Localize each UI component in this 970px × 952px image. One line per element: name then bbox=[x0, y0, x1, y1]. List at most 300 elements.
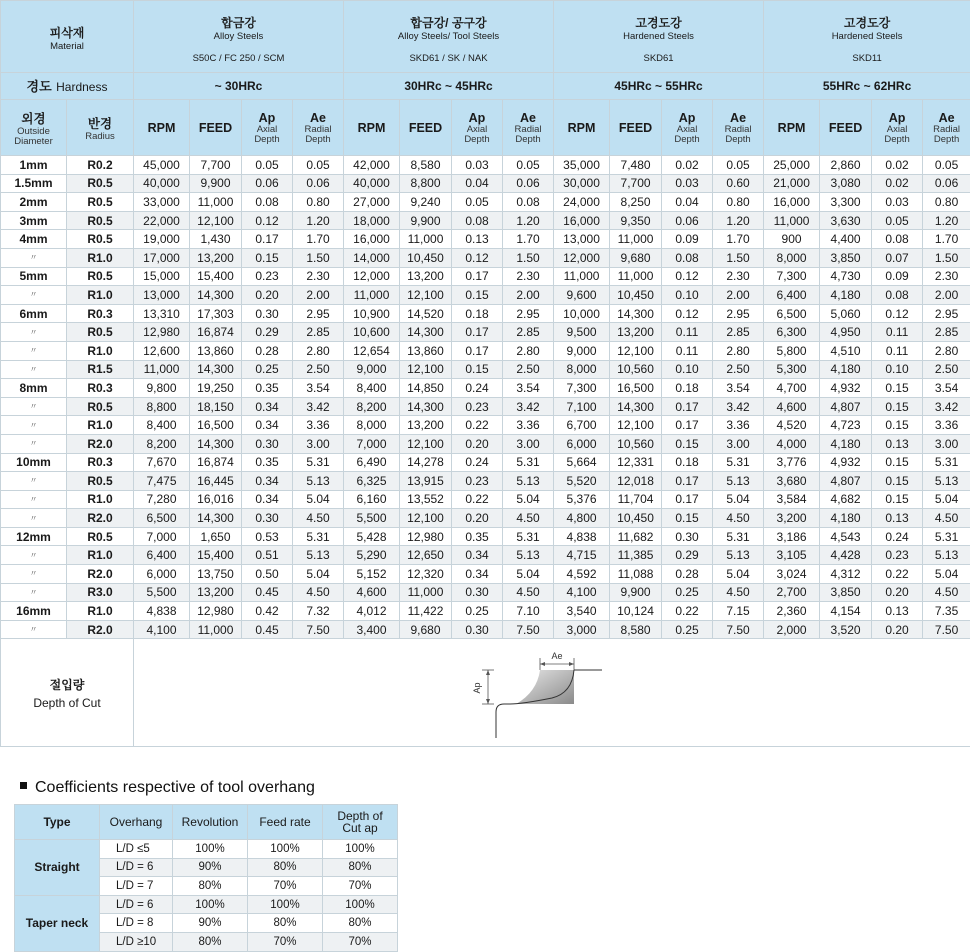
ap-cell: 0.24 bbox=[872, 527, 923, 546]
ae-cell: 0.05 bbox=[923, 156, 970, 175]
feed-cell: 4,400 bbox=[820, 230, 872, 249]
ae-cell: 0.06 bbox=[293, 174, 344, 193]
feed-cell: 9,240 bbox=[400, 193, 452, 212]
ap-cell: 0.50 bbox=[242, 565, 293, 584]
radius-cell: R0.5 bbox=[67, 193, 134, 212]
feed-cell: 4,932 bbox=[820, 379, 872, 398]
feed-cell: 8,580 bbox=[400, 156, 452, 175]
ae-cell: 5.04 bbox=[503, 490, 554, 509]
table-row bbox=[1, 490, 970, 509]
ae-cell: 3.54 bbox=[293, 379, 344, 398]
rpm-cell: 4,715 bbox=[554, 546, 610, 565]
feed-cell: 14,300 bbox=[400, 323, 452, 342]
ap-header bbox=[242, 100, 293, 156]
ap-cell: 0.20 bbox=[872, 620, 923, 639]
ae-header-sub: Depth bbox=[933, 133, 960, 145]
feed-cell: 11,000 bbox=[400, 583, 452, 602]
feed-cell: 2,860 bbox=[820, 156, 872, 175]
ap-cell: 0.08 bbox=[242, 193, 293, 212]
ae-cell: 2.80 bbox=[293, 341, 344, 360]
feed-cell: 4,682 bbox=[820, 490, 872, 509]
feed-cell: 9,900 bbox=[190, 174, 242, 193]
rpm-cell: 5,500 bbox=[344, 509, 400, 528]
rpm-cell: 7,300 bbox=[764, 267, 820, 286]
ae-cell: 5.31 bbox=[923, 453, 970, 472]
radius-cell: R1.0 bbox=[67, 490, 134, 509]
material-name-en: Alloy Steels/ Tool Steels bbox=[397, 30, 500, 42]
ap-cell: 0.15 bbox=[872, 397, 923, 416]
radius-header-ko: 반경 bbox=[87, 116, 113, 131]
radius-cell: R2.0 bbox=[67, 509, 134, 528]
coefficient-cell: 80% bbox=[248, 858, 323, 877]
feed-header bbox=[190, 100, 242, 156]
feed-cell: 3,080 bbox=[820, 174, 872, 193]
hardness-label-ko: 경도 bbox=[26, 79, 52, 94]
ap-cell: 0.10 bbox=[662, 360, 713, 379]
ae-cell: 1.70 bbox=[713, 230, 764, 249]
radius-cell: R0.5 bbox=[67, 397, 134, 416]
feed-cell: 8,580 bbox=[610, 620, 662, 639]
ap-cell: 0.22 bbox=[662, 602, 713, 621]
rpm-cell: 6,000 bbox=[134, 565, 190, 584]
rpm-cell: 10,600 bbox=[344, 323, 400, 342]
ap-cell: 0.10 bbox=[872, 360, 923, 379]
feed-cell: 4,723 bbox=[820, 416, 872, 435]
rpm-cell: 19,000 bbox=[134, 230, 190, 249]
ae-cell: 1.20 bbox=[293, 211, 344, 230]
feed-cell: 12,980 bbox=[190, 602, 242, 621]
radius-cell: R0.3 bbox=[67, 379, 134, 398]
column-header-row bbox=[1, 100, 970, 156]
material-name-ko: 합금강/ 공구강 bbox=[410, 15, 487, 30]
rpm-cell: 42,000 bbox=[344, 156, 400, 175]
rpm-cell: 4,100 bbox=[134, 620, 190, 639]
feed-cell: 11,704 bbox=[610, 490, 662, 509]
rpm-cell: 3,105 bbox=[764, 546, 820, 565]
ap-cell: 0.29 bbox=[242, 323, 293, 342]
diameter-cell: 〃 bbox=[1, 490, 67, 509]
table-row bbox=[1, 230, 970, 249]
ae-cell: 5.04 bbox=[293, 490, 344, 509]
hardness-range: ~ 30HRc bbox=[134, 73, 344, 100]
ap-cell: 0.02 bbox=[872, 174, 923, 193]
ae-header-sub: Radial bbox=[933, 123, 961, 135]
ap-cell: 0.35 bbox=[242, 379, 293, 398]
ae-cell: 5.04 bbox=[503, 565, 554, 584]
ap-cell: 0.08 bbox=[662, 248, 713, 267]
feed-cell: 11,000 bbox=[190, 193, 242, 212]
table-row bbox=[1, 379, 970, 398]
ae-cell: 2.30 bbox=[503, 267, 554, 286]
feed-cell: 13,200 bbox=[400, 416, 452, 435]
overhang-cell: L/D = 7 bbox=[100, 877, 173, 896]
ap-cell: 0.45 bbox=[242, 583, 293, 602]
coefficient-cell: 70% bbox=[323, 932, 398, 951]
diameter-cell: 〃 bbox=[1, 397, 67, 416]
rpm-cell: 15,000 bbox=[134, 267, 190, 286]
table-row bbox=[1, 620, 970, 639]
feed-cell: 11,088 bbox=[610, 565, 662, 584]
rpm-cell: 7,475 bbox=[134, 472, 190, 491]
ae-cell: 3.54 bbox=[503, 379, 554, 398]
ap-cell: 0.20 bbox=[872, 583, 923, 602]
rpm-cell: 8,000 bbox=[554, 360, 610, 379]
table-row bbox=[1, 546, 970, 565]
ap-cell: 0.34 bbox=[452, 546, 503, 565]
ae-cell: 3.00 bbox=[923, 434, 970, 453]
diameter-header-ko: 외경 bbox=[21, 111, 46, 126]
ae-cell: 0.06 bbox=[923, 174, 970, 193]
feed-cell: 11,000 bbox=[190, 620, 242, 639]
rpm-cell: 7,000 bbox=[134, 527, 190, 546]
feed-cell: 9,900 bbox=[400, 211, 452, 230]
ae-header-sub: Depth bbox=[725, 133, 751, 145]
rpm-cell: 24,000 bbox=[554, 193, 610, 212]
rpm-cell: 33,000 bbox=[134, 193, 190, 212]
ae-cell: 7.10 bbox=[503, 602, 554, 621]
ae-cell: 4.50 bbox=[293, 509, 344, 528]
material-grade: SKD61 bbox=[643, 52, 674, 64]
feed-cell: 11,000 bbox=[610, 230, 662, 249]
rpm-cell: 21,000 bbox=[764, 174, 820, 193]
ae-cell: 1.20 bbox=[503, 211, 554, 230]
ae-header-sub: Radial bbox=[304, 123, 332, 135]
feed-cell: 16,500 bbox=[610, 379, 662, 398]
ae-cell: 2.80 bbox=[503, 341, 554, 360]
diameter-cell: 〃 bbox=[1, 620, 67, 639]
rpm-cell: 9,800 bbox=[134, 379, 190, 398]
ap-cell: 0.05 bbox=[872, 211, 923, 230]
ap-cell: 0.25 bbox=[242, 360, 293, 379]
rpm-cell: 12,000 bbox=[344, 267, 400, 286]
depth-of-cut-en: Depth of Cut bbox=[33, 695, 101, 710]
ae-cell: 2.85 bbox=[923, 323, 970, 342]
table-row bbox=[1, 211, 970, 230]
feed-cell: 3,850 bbox=[820, 248, 872, 267]
feed-cell: 14,300 bbox=[400, 397, 452, 416]
ap-cell: 0.08 bbox=[452, 211, 503, 230]
rpm-cell: 3,024 bbox=[764, 565, 820, 584]
ae-cell: 4.50 bbox=[293, 583, 344, 602]
table-row bbox=[1, 304, 970, 323]
rpm-cell: 9,000 bbox=[554, 341, 610, 360]
ap-cell: 0.17 bbox=[242, 230, 293, 249]
material-name-ko: 고경도강 bbox=[843, 15, 891, 30]
feed-cell: 12,100 bbox=[610, 416, 662, 435]
material-grade: S50C / FC 250 / SCM bbox=[192, 52, 285, 64]
feed-cell: 14,300 bbox=[190, 286, 242, 305]
ap-cell: 0.23 bbox=[242, 267, 293, 286]
ap-cell: 0.07 bbox=[872, 248, 923, 267]
feed-header bbox=[820, 100, 872, 156]
rpm-cell: 8,400 bbox=[134, 416, 190, 435]
coefficients-header-cell: Depth of Cut ap bbox=[323, 805, 398, 840]
rpm-cell: 7,280 bbox=[134, 490, 190, 509]
ap-cell: 0.18 bbox=[662, 379, 713, 398]
diameter-cell: 〃 bbox=[1, 416, 67, 435]
ap-cell: 0.13 bbox=[872, 509, 923, 528]
ap-cell: 0.51 bbox=[242, 546, 293, 565]
table-row bbox=[1, 472, 970, 491]
feed-cell: 4,180 bbox=[820, 286, 872, 305]
rpm-cell: 4,592 bbox=[554, 565, 610, 584]
ap-header-sub: Depth bbox=[884, 133, 910, 145]
ap-header-sub: Depth bbox=[464, 133, 490, 145]
rpm-cell: 6,160 bbox=[344, 490, 400, 509]
radius-cell: R1.5 bbox=[67, 360, 134, 379]
rpm-cell: 6,400 bbox=[134, 546, 190, 565]
rpm-cell: 16,000 bbox=[554, 211, 610, 230]
ae-cell: 7.35 bbox=[923, 602, 970, 621]
table-row bbox=[1, 323, 970, 342]
radius-header-en: Radius bbox=[85, 130, 115, 142]
ap-cell: 0.15 bbox=[872, 472, 923, 491]
rpm-cell: 16,000 bbox=[344, 230, 400, 249]
ap-cell: 0.30 bbox=[452, 620, 503, 639]
feed-cell: 1,650 bbox=[190, 527, 242, 546]
ae-cell: 1.50 bbox=[923, 248, 970, 267]
material-name-ko: 고경도강 bbox=[635, 15, 682, 30]
feed-cell: 4,510 bbox=[820, 341, 872, 360]
rpm-header-label: RPM bbox=[147, 120, 176, 135]
ap-cell: 0.12 bbox=[662, 304, 713, 323]
ae-cell: 5.04 bbox=[293, 565, 344, 584]
ae-cell: 0.05 bbox=[293, 156, 344, 175]
coefficient-cell: 80% bbox=[173, 877, 248, 896]
radius-cell: R0.5 bbox=[67, 472, 134, 491]
ap-cell: 0.22 bbox=[872, 565, 923, 584]
overhang-cell: L/D ≤5 bbox=[100, 840, 173, 859]
rpm-cell: 9,600 bbox=[554, 286, 610, 305]
diameter-cell: 5mm bbox=[1, 267, 67, 286]
feed-cell: 9,680 bbox=[610, 248, 662, 267]
material-label-ko: 피삭재 bbox=[49, 26, 85, 40]
diameter-cell: 12mm bbox=[1, 527, 67, 546]
rpm-header bbox=[764, 100, 820, 156]
rpm-cell: 6,500 bbox=[134, 509, 190, 528]
ap-header-sub: Depth bbox=[674, 133, 700, 145]
feed-cell: 7,700 bbox=[610, 174, 662, 193]
material-name-en: Alloy Steels bbox=[213, 30, 264, 42]
coefficients-header-cell: Revolution bbox=[173, 805, 248, 840]
feed-header-label: FEED bbox=[198, 120, 233, 135]
ap-cell: 0.05 bbox=[242, 156, 293, 175]
coefficients-body bbox=[15, 805, 398, 952]
ae-cell: 0.80 bbox=[713, 193, 764, 212]
ae-cell: 3.36 bbox=[503, 416, 554, 435]
diameter-cell: 〃 bbox=[1, 360, 67, 379]
feed-cell: 4,154 bbox=[820, 602, 872, 621]
ae-cell: 7.50 bbox=[503, 620, 554, 639]
feed-cell: 14,300 bbox=[190, 360, 242, 379]
rpm-header-label: RPM bbox=[567, 120, 596, 135]
ap-cell: 0.23 bbox=[452, 397, 503, 416]
ap-cell: 0.11 bbox=[872, 341, 923, 360]
feed-cell: 4,180 bbox=[820, 434, 872, 453]
rpm-cell: 2,360 bbox=[764, 602, 820, 621]
ae-cell: 1.50 bbox=[713, 248, 764, 267]
ae-header bbox=[923, 100, 970, 156]
rpm-cell: 4,012 bbox=[344, 602, 400, 621]
ap-cell: 0.25 bbox=[452, 602, 503, 621]
rpm-cell: 3,200 bbox=[764, 509, 820, 528]
ap-cell: 0.15 bbox=[872, 453, 923, 472]
ap-header bbox=[872, 100, 923, 156]
feed-cell: 14,300 bbox=[190, 509, 242, 528]
ap-cell: 0.29 bbox=[662, 546, 713, 565]
depth-of-cut-label bbox=[1, 639, 134, 747]
feed-cell: 9,350 bbox=[610, 211, 662, 230]
ae-cell: 2.80 bbox=[713, 341, 764, 360]
ap-cell: 0.45 bbox=[242, 620, 293, 639]
diameter-header bbox=[1, 100, 67, 156]
ae-cell: 5.04 bbox=[713, 565, 764, 584]
feed-cell: 10,450 bbox=[400, 248, 452, 267]
rpm-cell: 40,000 bbox=[344, 174, 400, 193]
ap-cell: 0.08 bbox=[872, 286, 923, 305]
feed-cell: 4,312 bbox=[820, 565, 872, 584]
rpm-cell: 22,000 bbox=[134, 211, 190, 230]
ap-cell: 0.15 bbox=[662, 434, 713, 453]
rpm-cell: 6,700 bbox=[554, 416, 610, 435]
rpm-cell: 7,000 bbox=[344, 434, 400, 453]
ae-cell: 1.70 bbox=[293, 230, 344, 249]
ae-header bbox=[293, 100, 344, 156]
ae-cell: 5.04 bbox=[923, 565, 970, 584]
ae-header-sub: Depth bbox=[305, 133, 331, 145]
ap-cell: 0.34 bbox=[452, 565, 503, 584]
ap-cell: 0.24 bbox=[452, 379, 503, 398]
feed-cell: 14,278 bbox=[400, 453, 452, 472]
rpm-cell: 18,000 bbox=[344, 211, 400, 230]
material-group-3 bbox=[554, 1, 764, 73]
hardness-range: 30HRc ~ 45HRc bbox=[344, 73, 554, 100]
ap-cell: 0.11 bbox=[872, 323, 923, 342]
ap-cell: 0.25 bbox=[662, 583, 713, 602]
ap-header-label: Ap bbox=[258, 110, 276, 125]
coefficient-cell: 80% bbox=[323, 858, 398, 877]
ae-cell: 2.00 bbox=[923, 286, 970, 305]
ap-header-sub: Axial bbox=[676, 123, 698, 135]
feed-cell: 13,200 bbox=[190, 583, 242, 602]
feed-cell: 4,428 bbox=[820, 546, 872, 565]
feed-header bbox=[400, 100, 452, 156]
ae-cell: 5.13 bbox=[923, 546, 970, 565]
diameter-cell: 〃 bbox=[1, 434, 67, 453]
diameter-cell: 16mm bbox=[1, 602, 67, 621]
overhang-cell: L/D = 6 bbox=[100, 895, 173, 914]
hardness-label bbox=[1, 73, 134, 100]
ap-header-sub: Axial bbox=[466, 123, 488, 135]
ae-cell: 5.31 bbox=[503, 527, 554, 546]
table-row bbox=[1, 193, 970, 212]
feed-header-label: FEED bbox=[408, 120, 443, 135]
coefficients-title-text: Coefficients respective of tool overhang bbox=[35, 779, 315, 796]
ae-cell: 2.95 bbox=[503, 304, 554, 323]
rpm-cell: 45,000 bbox=[134, 156, 190, 175]
ae-cell: 5.13 bbox=[713, 546, 764, 565]
radius-cell: R0.3 bbox=[67, 453, 134, 472]
rpm-cell: 4,600 bbox=[764, 397, 820, 416]
diameter-cell: 1mm bbox=[1, 156, 67, 175]
coefficient-cell: 100% bbox=[173, 840, 248, 859]
ap-cell: 0.20 bbox=[452, 434, 503, 453]
ae-cell: 7.50 bbox=[293, 620, 344, 639]
radius-cell: R0.5 bbox=[67, 323, 134, 342]
ap-cell: 0.08 bbox=[872, 230, 923, 249]
ap-cell: 0.18 bbox=[452, 304, 503, 323]
ae-cell: 5.31 bbox=[713, 453, 764, 472]
ae-cell: 2.30 bbox=[713, 267, 764, 286]
overhang-cell: L/D = 6 bbox=[100, 858, 173, 877]
rpm-cell: 5,664 bbox=[554, 453, 610, 472]
ap-header-label: Ap bbox=[678, 110, 696, 125]
diameter-cell: 〃 bbox=[1, 341, 67, 360]
feed-cell: 10,450 bbox=[610, 286, 662, 305]
rpm-cell: 13,310 bbox=[134, 304, 190, 323]
coefficient-cell: 100% bbox=[248, 840, 323, 859]
ap-cell: 0.15 bbox=[452, 360, 503, 379]
data-rows bbox=[1, 156, 970, 639]
feed-cell: 4,807 bbox=[820, 472, 872, 491]
ap-cell: 0.35 bbox=[242, 453, 293, 472]
rpm-cell: 4,838 bbox=[134, 602, 190, 621]
ae-header bbox=[503, 100, 554, 156]
ae-header-sub: Radial bbox=[514, 123, 542, 135]
rpm-cell: 3,540 bbox=[554, 602, 610, 621]
material-header bbox=[1, 1, 134, 73]
ae-cell: 0.06 bbox=[503, 174, 554, 193]
feed-cell: 4,180 bbox=[820, 360, 872, 379]
ae-cell: 2.95 bbox=[293, 304, 344, 323]
ap-cell: 0.20 bbox=[242, 286, 293, 305]
ae-cell: 5.13 bbox=[713, 472, 764, 491]
ae-cell: 4.50 bbox=[713, 509, 764, 528]
table-row bbox=[1, 156, 970, 175]
ap-cell: 0.13 bbox=[872, 434, 923, 453]
feed-cell: 4,180 bbox=[820, 509, 872, 528]
ap-cell: 0.02 bbox=[872, 156, 923, 175]
ae-cell: 4.50 bbox=[713, 583, 764, 602]
feed-cell: 13,200 bbox=[190, 248, 242, 267]
feed-cell: 12,980 bbox=[400, 527, 452, 546]
ae-cell: 0.05 bbox=[503, 156, 554, 175]
feed-cell: 17,303 bbox=[190, 304, 242, 323]
feed-cell: 3,300 bbox=[820, 193, 872, 212]
ap-cell: 0.30 bbox=[242, 434, 293, 453]
ae-cell: 1.20 bbox=[713, 211, 764, 230]
radius-header bbox=[67, 100, 134, 156]
rpm-cell: 12,600 bbox=[134, 341, 190, 360]
ap-label: Ap bbox=[472, 682, 483, 694]
feed-cell: 9,680 bbox=[400, 620, 452, 639]
ae-cell: 3.00 bbox=[713, 434, 764, 453]
radius-cell: R1.0 bbox=[67, 341, 134, 360]
ap-cell: 0.15 bbox=[872, 490, 923, 509]
rpm-cell: 30,000 bbox=[554, 174, 610, 193]
feed-header-label: FEED bbox=[618, 120, 653, 135]
ap-cell: 0.34 bbox=[242, 472, 293, 491]
ap-cell: 0.11 bbox=[662, 323, 713, 342]
feed-cell: 4,932 bbox=[820, 453, 872, 472]
feed-cell: 12,320 bbox=[400, 565, 452, 584]
feed-cell: 7,480 bbox=[610, 156, 662, 175]
ae-cell: 0.60 bbox=[713, 174, 764, 193]
diameter-cell: 〃 bbox=[1, 509, 67, 528]
rpm-cell: 6,500 bbox=[764, 304, 820, 323]
ae-cell: 7.50 bbox=[923, 620, 970, 639]
material-name-ko: 합금강 bbox=[221, 15, 256, 30]
